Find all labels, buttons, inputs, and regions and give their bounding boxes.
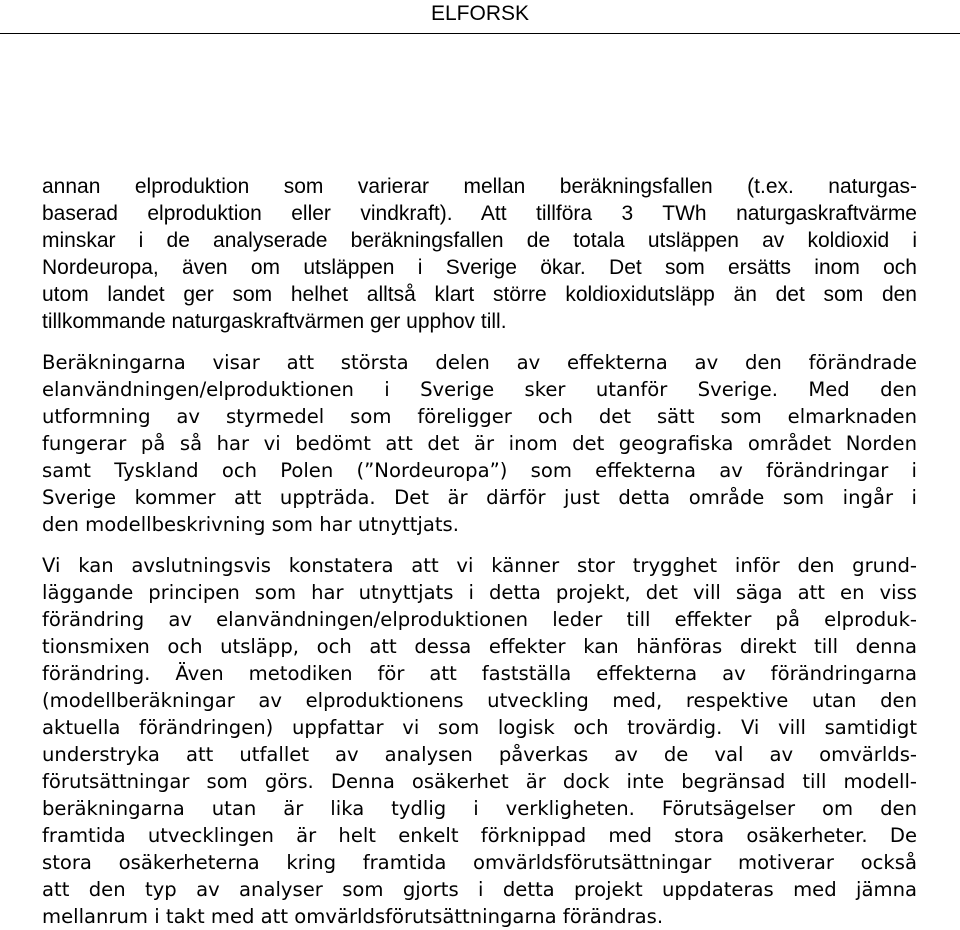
text-line: tionsmixen och utsläpp, och att dessa effekter kan hänföras direkt till denna: [42, 635, 917, 658]
text-line: tillkommande naturgaskraftvärmen ger upphov till.: [42, 310, 507, 333]
text-line: elanvändningen/elproduktionen i Sverige sker utanför Sverige. Med den: [42, 378, 917, 401]
paragraph-1: [42, 173, 917, 335]
text-line: utom landet ger som helhet alltså klart större koldioxidutsläpp än det som den: [42, 283, 917, 306]
text-line: baserad elproduktion eller vindkraft). Att tillföra 3 TWh naturgaskraftvärme: [42, 202, 917, 225]
text-line: aktuella förändringen) uppfattar vi som logisk och trovärdig. Vi vill samtidigt: [42, 716, 917, 739]
text-line: förändring. Även metodiken för att fastställa effekterna av förändringarna: [42, 662, 917, 685]
text-line: annan elproduktion som varierar mellan beräkningsfallen (t.ex. naturgas-: [42, 175, 917, 198]
text-line: understryka att utfallet av analysen påverkas av de val av omvärlds-: [42, 743, 917, 766]
text-line: Nordeuropa, även om utsläppen i Sverige ökar. Det som ersätts inom och: [42, 256, 917, 279]
text-line: förändring av elanvändningen/elproduktionen leder till effekter på elproduk-: [42, 608, 917, 631]
text-line: Vi kan avslutningsvis konstatera att vi känner stor trygghet inför den grund-: [42, 554, 917, 577]
paragraph-2: [42, 349, 917, 538]
page-header: [0, 0, 960, 34]
text-line: samt Tyskland och Polen (”Nordeuropa”) som effekterna av förändringar i: [42, 459, 917, 482]
text-line: utformning av styrmedel som föreligger och det sätt som elmarknaden: [42, 405, 917, 428]
text-line: mellanrum i takt med att omvärldsförutsättningarna förändras.: [42, 905, 664, 928]
text-line: den modellbeskrivning som har utnyttjats.: [42, 513, 459, 536]
text-line: Beräkningarna visar att största delen av effekterna av den förändrade: [42, 351, 917, 374]
text-line: (modellberäkningar av elproduktionens utveckling med, respektive utan den: [42, 689, 917, 712]
text-line: att den typ av analyser som gjorts i detta projekt uppdateras med jämna: [42, 878, 917, 901]
text-line: beräkningarna utan är lika tydlig i verkligheten. Förutsägelser om den: [42, 797, 917, 820]
text-line: fungerar på så har vi bedömt att det är inom det geografiska området Norden: [42, 432, 917, 455]
body-text: [42, 173, 917, 930]
text-line: Sverige kommer att uppträda. Det är därför just detta område som ingår i: [42, 486, 917, 509]
text-line: stora osäkerheterna kring framtida omvärldsförutsättningar motiverar också: [42, 851, 917, 874]
text-line: minskar i de analyserade beräkningsfallen de totala utsläppen av koldioxid i: [42, 229, 917, 252]
paragraph-3: [42, 552, 917, 930]
text-line: läggande principen som har utnyttjats i detta projekt, det vill säga att en viss: [42, 581, 917, 604]
text-line: förutsättningar som görs. Denna osäkerhet är dock inte begränsad till modell-: [42, 770, 917, 793]
header-title: ELFORSK: [430, 2, 530, 25]
text-line: framtida utvecklingen är helt enkelt förknippad med stora osäkerheter. De: [42, 824, 917, 847]
